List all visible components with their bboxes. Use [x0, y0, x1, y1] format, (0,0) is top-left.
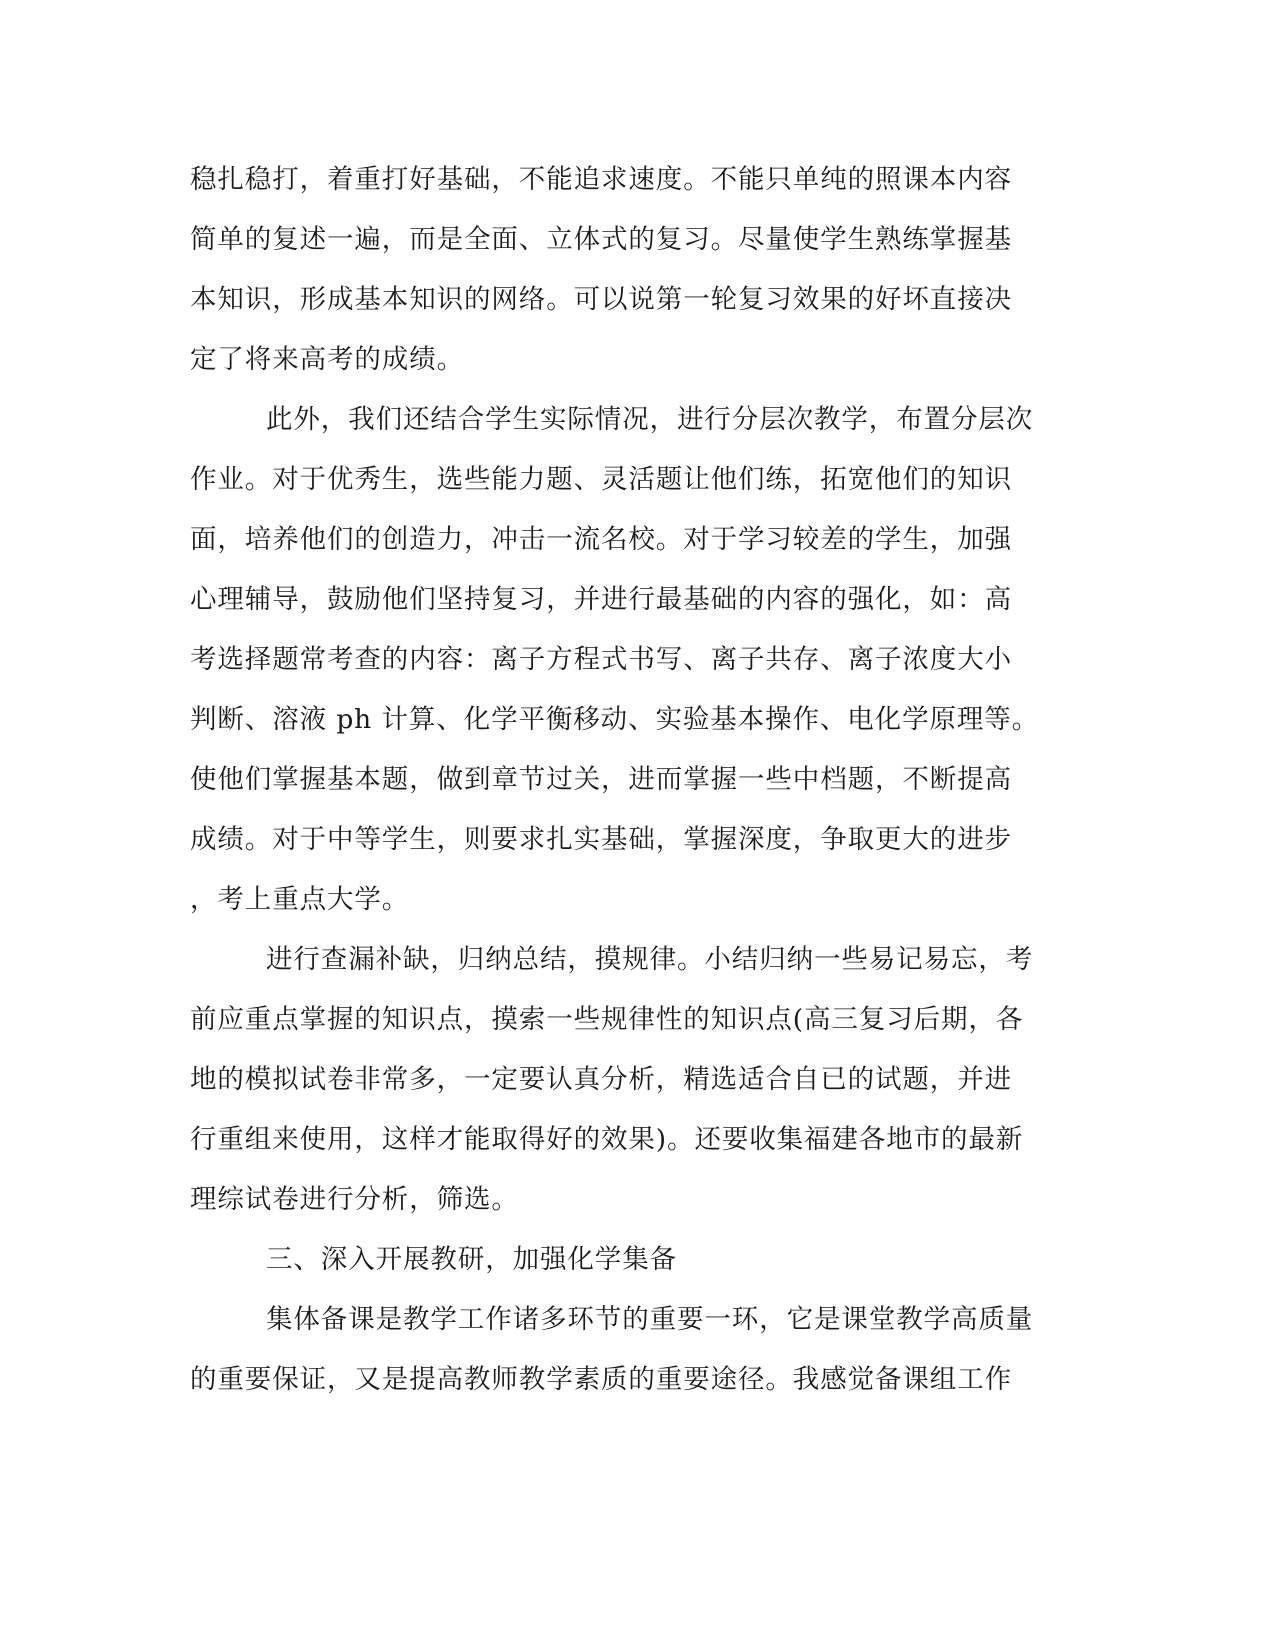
text-line-8: 心理辅导，鼓励他们坚持复习，并进行最基础的内容的强化，如：高: [190, 584, 1012, 615]
text-line-21: 的重要保证，又是提高教师教学素质的重要途径。我感觉备课组工作: [190, 1364, 1012, 1395]
text-line-17: 行重组来使用，这样才能取得好的效果)。还要收集福建各地市的最新: [190, 1124, 1024, 1155]
text-line-12: 成绩。对于中等学生，则要求扎实基础，掌握深度，争取更大的进步: [190, 824, 1012, 855]
text-line-16: 地的模拟试卷非常多，一定要认真分析，精选适合自已的试题，并进: [190, 1064, 1012, 1095]
section-heading: 三、深入开展教研，加强化学集备: [266, 1244, 677, 1275]
text-line-18: 理综试卷进行分析，筛选。: [190, 1184, 519, 1215]
text-line-1: 稳扎稳打，着重打好基础，不能追求速度。不能只单纯的照课本内容: [190, 164, 1012, 195]
text-line-4: 定了将来高考的成绩。: [190, 344, 464, 375]
paragraph-4-first-line: 集体备课是教学工作诸多环节的重要一环，它是课堂教学高质量: [266, 1304, 1034, 1335]
text-line-3: 本知识，形成基本知识的网络。可以说第一轮复习效果的好坏直接决: [190, 284, 1012, 315]
text-line-6: 作业。对于优秀生，选些能力题、灵活题让他们练，拓宽他们的知识: [190, 464, 1012, 495]
paragraph-3-first-line: 进行查漏补缺，归纳总结，摸规律。小结归纳一些易记易忘，考: [266, 944, 1034, 975]
text-line-2: 简单的复述一遍，而是全面、立体式的复习。尽量使学生熟练掌握基: [190, 224, 1012, 255]
text-line-9: 考选择题常考查的内容：离子方程式书写、离子共存、离子浓度大小: [190, 644, 1012, 675]
text-line-15: 前应重点掌握的知识点，摸索一些规律性的知识点(高三复习后期，各: [190, 1004, 1024, 1035]
text-line-10: 判断、溶液 ph 计算、化学平衡移动、实验基本操作、电化学原理等。: [190, 704, 1040, 735]
text-line-7: 面，培养他们的创造力，冲击一流名校。对于学习较差的学生，加强: [190, 524, 1012, 555]
paragraph-2-first-line: 此外，我们还结合学生实际情况，进行分层次教学，布置分层次: [266, 404, 1034, 435]
text-line-11: 使他们掌握基本题，做到章节过关，进而掌握一些中档题，不断提高: [190, 764, 1012, 795]
text-line-13: ，考上重点大学。: [190, 884, 410, 915]
